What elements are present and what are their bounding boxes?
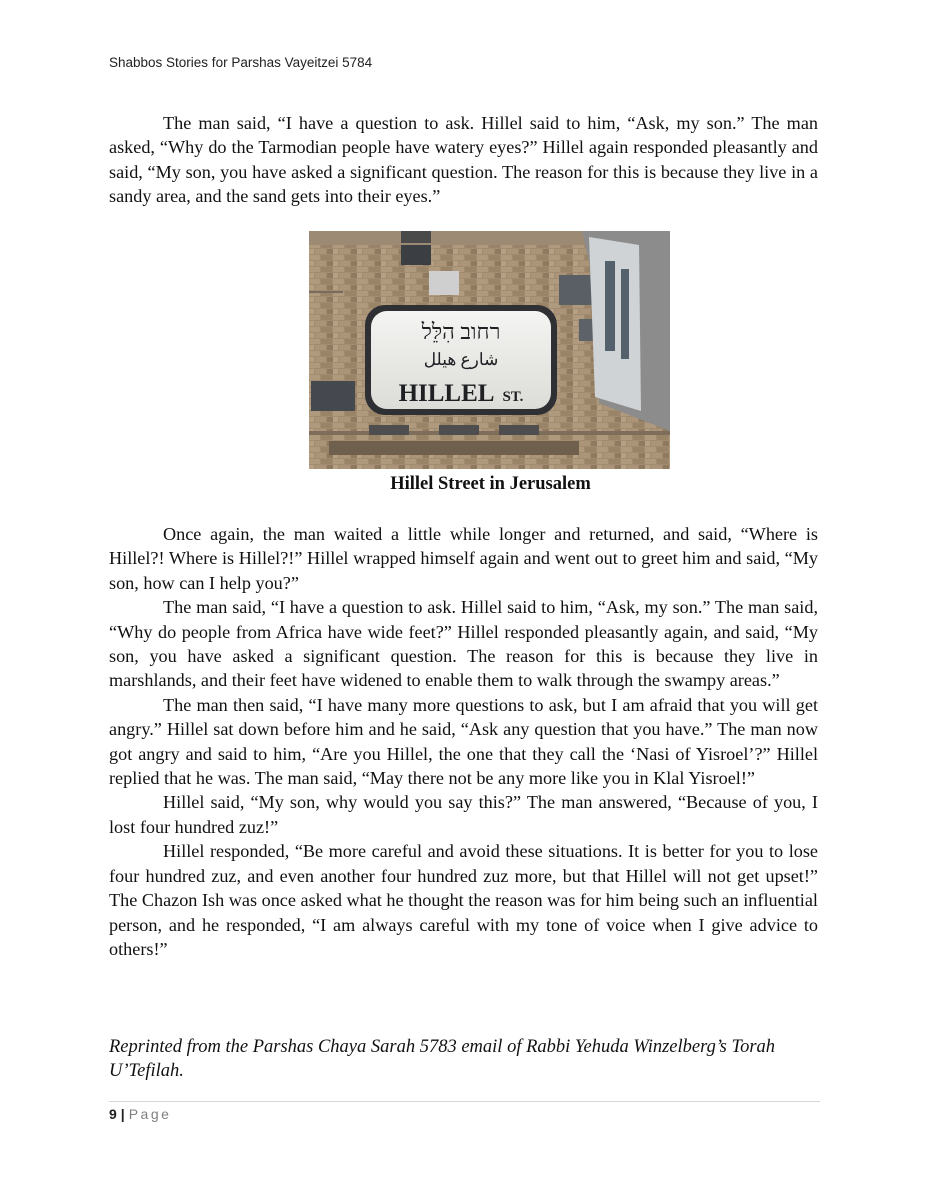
paragraph: The man said, “I have a question to ask. Hillel said to him, “Ask, my son.” The man asked, “Why do the Tarmodian people have watery eyes?” Hillel again responded pleasantly and said, “My son, you have asked a significant question. The reason for this is because they live in a sandy area, and the sand gets into their eyes.” (109, 113, 818, 207)
paragraph: Hillel responded, “Be more careful and avoid these situations. It is better for you to lose four hundred zuz, and even another four hundred zuz more, but that Hillel will not get upset!” The Chazon Ish was once asked what he thought the reason was for him being such an influential person, and he responded, “I am always careful with my tone of voice when I give advice to others!” (109, 841, 818, 959)
sign-arabic-text: شارع هيلل (423, 350, 499, 369)
sign-english-main: HILLEL (398, 380, 495, 407)
paragraph: Hillel said, “My son, why would you say this?” The man answered, “Because of you, I lost four hundred zuz!” (109, 792, 818, 837)
paragraph: Once again, the man waited a little while longer and returned, and said, “Where is Hillel?! Where is Hillel?!” Hillel wrapped himself again and went out to greet him and said, “My son, how can I help you?” (109, 524, 818, 593)
page-label: Page (128, 1106, 172, 1122)
paragraph: The man said, “I have a question to ask. Hillel said to him, “Ask, my son.” The man said, “Why do people from Africa have wide feet?” Hillel responded pleasantly again, and said, “My son, you have asked a significant question. The reason for this is because they live in marshlands, and their feet have widened to enable them to walk through the swampy areas.” (109, 597, 818, 691)
page-number: 9 (109, 1106, 117, 1122)
footer-divider (109, 1101, 820, 1102)
sign-hebrew-text: רחוב הִלֵּל (421, 319, 501, 344)
page-footer (109, 1106, 171, 1122)
paragraph: The man then said, “I have many more questions to ask, but I am afraid that you will get angry.” Hillel sat down before him and he said, “Ask any question that you have.” The man now got angry and said to him, “Are you Hillel, the one that they call the ‘Nasi of Yisroel’?” Hillel replied that he was. The man said, “May there not be any more like you in Klal Yisroel!” (109, 694, 818, 789)
reprint-credit: Reprinted from the Parshas Chaya Sarah 5783 email of Rabbi Yehuda Winzelberg’s Torah U’Tefilah. (109, 1037, 776, 1082)
story-text-top (109, 111, 818, 209)
sign-english-suffix: ST. (502, 389, 524, 405)
story-text-bottom (109, 522, 818, 961)
running-header: Shabbos Stories for Parshas Vayeitzei 5784 (109, 55, 373, 70)
footer-separator: | (120, 1106, 125, 1122)
hillel-street-photo (309, 231, 670, 469)
figure-caption: Hillel Street in Jerusalem (390, 474, 591, 494)
